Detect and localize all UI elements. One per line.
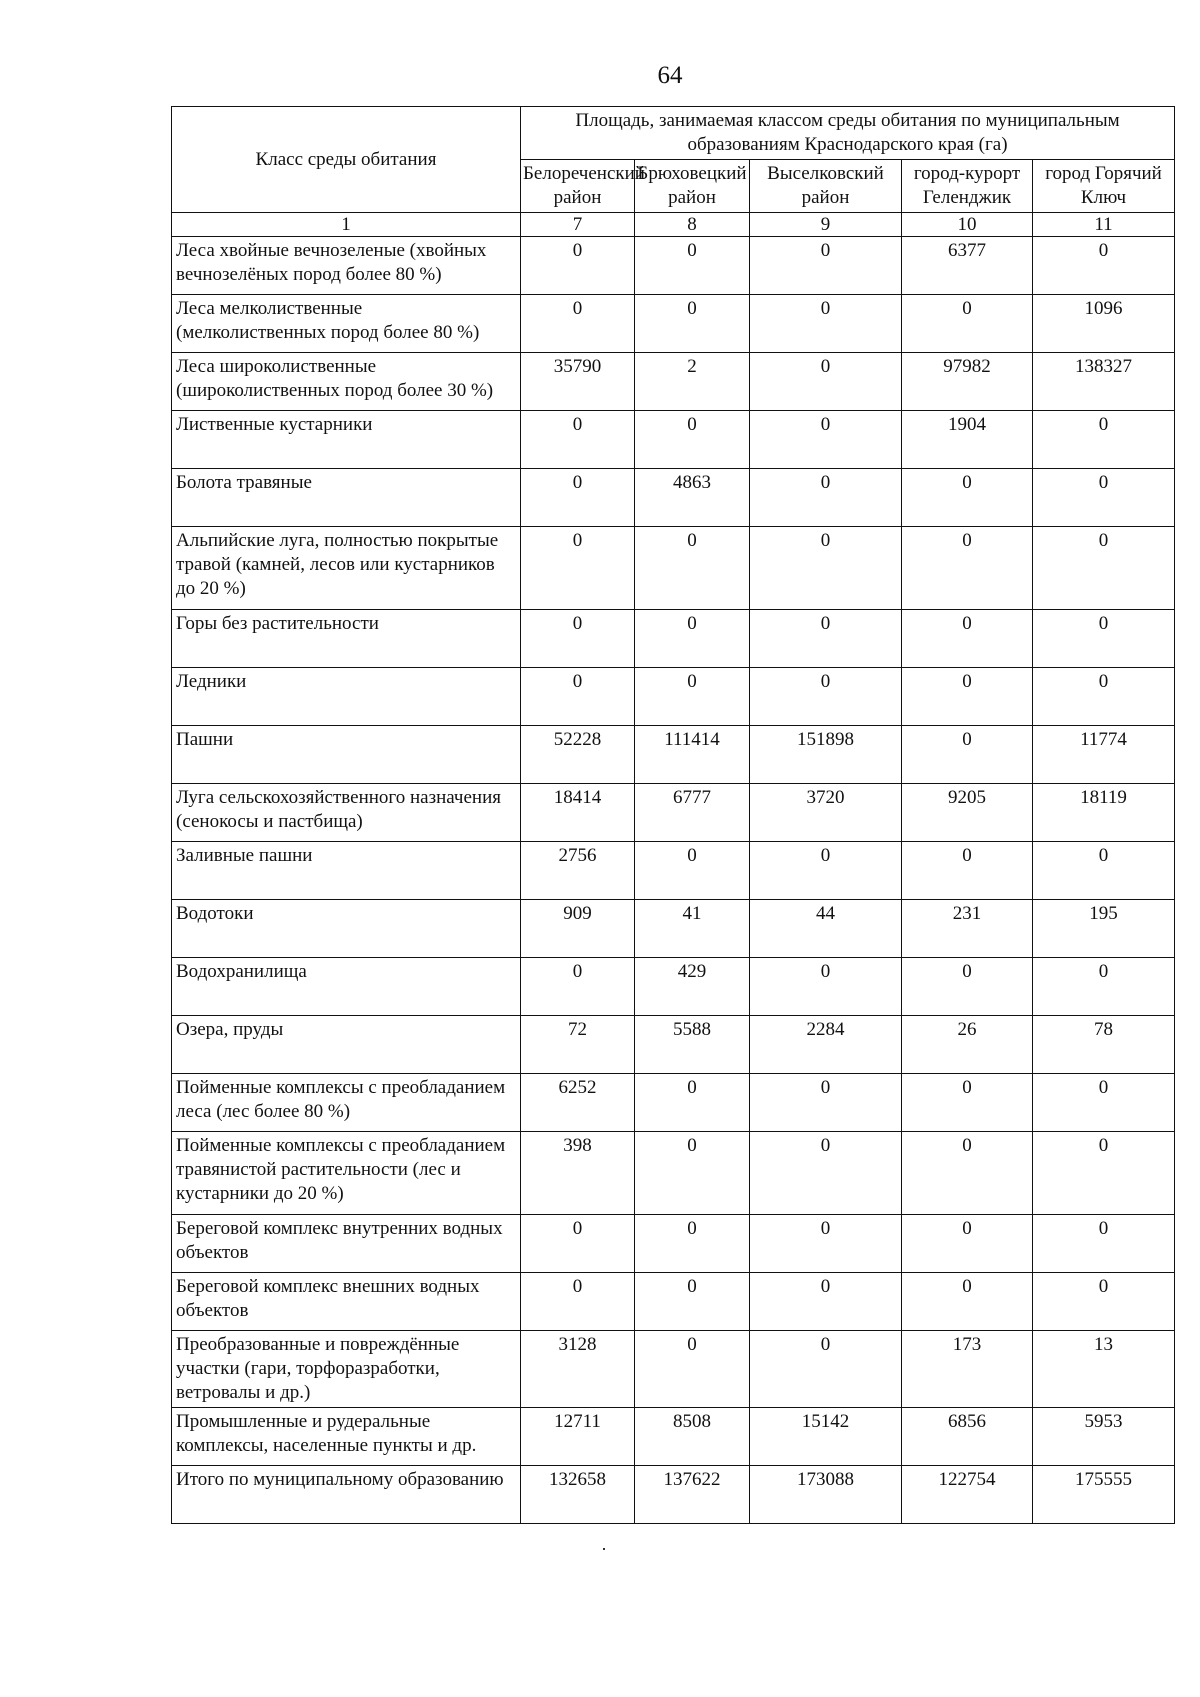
area-value-cell: 0 xyxy=(1033,237,1175,295)
area-value-cell: 0 xyxy=(521,411,635,469)
habitat-class-cell: Пашни xyxy=(172,726,521,784)
header-municipality: Выселковский район xyxy=(750,160,902,213)
habitat-class-cell: Водохранилища xyxy=(172,958,521,1016)
area-value-cell: 0 xyxy=(521,237,635,295)
area-value-cell: 9205 xyxy=(902,784,1033,842)
area-value-cell: 195 xyxy=(1033,900,1175,958)
area-value-cell: 0 xyxy=(750,353,902,411)
area-value-cell: 0 xyxy=(750,1215,902,1273)
table-row xyxy=(172,900,1175,958)
area-value-cell: 26 xyxy=(902,1016,1033,1074)
header-municipality: Брюховецкий район xyxy=(635,160,750,213)
area-value-cell: 0 xyxy=(750,610,902,668)
area-value-cell: 138327 xyxy=(1033,353,1175,411)
area-value-cell: 0 xyxy=(902,295,1033,353)
area-value-cell: 429 xyxy=(635,958,750,1016)
area-value-cell: 12711 xyxy=(521,1408,635,1466)
area-value-cell: 18119 xyxy=(1033,784,1175,842)
area-value-cell: 0 xyxy=(1033,1132,1175,1215)
table-row xyxy=(172,1466,1175,1524)
area-value-cell: 0 xyxy=(902,1074,1033,1132)
area-value-cell: 0 xyxy=(521,1273,635,1331)
habitat-class-cell: Леса мелколиственные (мелколиственных пород более 80 %) xyxy=(172,295,521,353)
area-value-cell: 0 xyxy=(750,958,902,1016)
habitat-class-cell: Береговой комплекс внешних водных объектов xyxy=(172,1273,521,1331)
area-value-cell: 0 xyxy=(902,958,1033,1016)
area-value-cell: 0 xyxy=(635,1074,750,1132)
area-value-cell: 0 xyxy=(1033,610,1175,668)
column-number: 11 xyxy=(1033,213,1175,237)
area-value-cell: 15142 xyxy=(750,1408,902,1466)
habitat-class-cell: Лиственные кустарники xyxy=(172,411,521,469)
table-row xyxy=(172,958,1175,1016)
habitat-class-cell: Береговой комплекс внутренних водных объектов xyxy=(172,1215,521,1273)
habitat-class-cell: Итого по муниципальному образованию xyxy=(172,1466,521,1524)
table-row xyxy=(172,411,1175,469)
habitat-class-cell: Болота травяные xyxy=(172,469,521,527)
area-value-cell: 909 xyxy=(521,900,635,958)
area-value-cell: 97982 xyxy=(902,353,1033,411)
area-value-cell: 0 xyxy=(902,1132,1033,1215)
area-value-cell: 78 xyxy=(1033,1016,1175,1074)
table-row xyxy=(172,353,1175,411)
habitat-class-cell: Горы без растительности xyxy=(172,610,521,668)
area-value-cell: 122754 xyxy=(902,1466,1033,1524)
area-value-cell: 0 xyxy=(1033,411,1175,469)
habitat-class-cell: Альпийские луга, полностью покрытые травой (камней, лесов или кустарников до 20 %) xyxy=(172,527,521,610)
column-number: 10 xyxy=(902,213,1033,237)
area-value-cell: 132658 xyxy=(521,1466,635,1524)
area-value-cell: 0 xyxy=(1033,958,1175,1016)
table-row xyxy=(172,1016,1175,1074)
area-value-cell: 151898 xyxy=(750,726,902,784)
area-value-cell: 3128 xyxy=(521,1331,635,1408)
table-row xyxy=(172,610,1175,668)
area-value-cell: 0 xyxy=(1033,1215,1175,1273)
area-value-cell: 52228 xyxy=(521,726,635,784)
area-value-cell: 0 xyxy=(1033,1074,1175,1132)
area-value-cell: 137622 xyxy=(635,1466,750,1524)
header-municipality: Белореченский район xyxy=(521,160,635,213)
area-value-cell: 0 xyxy=(750,668,902,726)
area-value-cell: 72 xyxy=(521,1016,635,1074)
area-value-cell: 0 xyxy=(902,469,1033,527)
table-row xyxy=(172,527,1175,610)
area-value-cell: 0 xyxy=(902,610,1033,668)
area-value-cell: 6252 xyxy=(521,1074,635,1132)
area-value-cell: 0 xyxy=(902,1273,1033,1331)
area-value-cell: 41 xyxy=(635,900,750,958)
habitat-class-cell: Заливные пашни xyxy=(172,842,521,900)
page-number: 64 xyxy=(657,62,683,89)
area-value-cell: 0 xyxy=(521,668,635,726)
habitat-class-cell: Озера, пруды xyxy=(172,1016,521,1074)
area-value-cell: 0 xyxy=(902,842,1033,900)
area-value-cell: 231 xyxy=(902,900,1033,958)
area-value-cell: 175555 xyxy=(1033,1466,1175,1524)
area-value-cell: 11774 xyxy=(1033,726,1175,784)
column-number: 1 xyxy=(172,213,521,237)
habitat-class-cell: Преобразованные и повреждённые участки (гари, торфоразработки, ветровалы и др.) xyxy=(172,1331,521,1408)
area-value-cell: 0 xyxy=(750,411,902,469)
area-value-cell: 0 xyxy=(902,1215,1033,1273)
area-value-cell: 5588 xyxy=(635,1016,750,1074)
table-row xyxy=(172,784,1175,842)
area-value-cell: 44 xyxy=(750,900,902,958)
scan-speck xyxy=(603,1548,605,1550)
area-value-cell: 0 xyxy=(1033,527,1175,610)
area-value-cell: 0 xyxy=(750,527,902,610)
habitat-class-cell: Ледники xyxy=(172,668,521,726)
area-value-cell: 0 xyxy=(750,1331,902,1408)
table-row xyxy=(172,1331,1175,1408)
habitat-class-cell: Луга сельскохозяйственного назначения (сенокосы и пастбища) xyxy=(172,784,521,842)
table-row xyxy=(172,668,1175,726)
area-value-cell: 0 xyxy=(521,1215,635,1273)
area-value-cell: 35790 xyxy=(521,353,635,411)
table-row xyxy=(172,237,1175,295)
area-value-cell: 111414 xyxy=(635,726,750,784)
area-value-cell: 0 xyxy=(635,1132,750,1215)
area-value-cell: 0 xyxy=(521,527,635,610)
table-row xyxy=(172,842,1175,900)
area-value-cell: 0 xyxy=(635,842,750,900)
area-value-cell: 0 xyxy=(521,610,635,668)
area-value-cell: 2756 xyxy=(521,842,635,900)
area-value-cell: 0 xyxy=(635,295,750,353)
area-value-cell: 0 xyxy=(902,527,1033,610)
area-value-cell: 0 xyxy=(1033,668,1175,726)
area-value-cell: 0 xyxy=(635,237,750,295)
area-value-cell: 0 xyxy=(902,668,1033,726)
area-value-cell: 0 xyxy=(902,726,1033,784)
habitat-class-cell: Водотоки xyxy=(172,900,521,958)
table-row xyxy=(172,1215,1175,1273)
area-value-cell: 2 xyxy=(635,353,750,411)
habitat-class-cell: Пойменные комплексы с преобладанием леса (лес более 80 %) xyxy=(172,1074,521,1132)
table-row xyxy=(172,1074,1175,1132)
area-value-cell: 0 xyxy=(635,1273,750,1331)
area-value-cell: 1096 xyxy=(1033,295,1175,353)
area-value-cell: 0 xyxy=(750,295,902,353)
area-value-cell: 0 xyxy=(635,610,750,668)
area-value-cell: 0 xyxy=(635,1331,750,1408)
area-value-cell: 18414 xyxy=(521,784,635,842)
area-value-cell: 0 xyxy=(750,469,902,527)
habitat-class-cell: Леса широколиственные (широколиственных пород более 30 %) xyxy=(172,353,521,411)
table-row xyxy=(172,1273,1175,1331)
area-value-cell: 0 xyxy=(750,1273,902,1331)
area-value-cell: 0 xyxy=(635,411,750,469)
area-value-cell: 6856 xyxy=(902,1408,1033,1466)
habitat-area-table xyxy=(171,106,1175,1524)
header-class: Класс среды обитания xyxy=(172,107,521,213)
habitat-class-cell: Леса хвойные вечнозеленые (хвойных вечнозелёных пород более 80 %) xyxy=(172,237,521,295)
header-municipality: город Горячий Ключ xyxy=(1033,160,1175,213)
area-value-cell: 0 xyxy=(635,1215,750,1273)
area-value-cell: 0 xyxy=(521,469,635,527)
area-value-cell: 0 xyxy=(1033,842,1175,900)
table-row xyxy=(172,469,1175,527)
area-value-cell: 0 xyxy=(635,527,750,610)
area-value-cell: 3720 xyxy=(750,784,902,842)
area-value-cell: 0 xyxy=(750,842,902,900)
column-number: 9 xyxy=(750,213,902,237)
table-row xyxy=(172,295,1175,353)
habitat-class-cell: Пойменные комплексы с преобладанием травянистой растительности (лес и кустарники до 20 %) xyxy=(172,1132,521,1215)
area-value-cell: 0 xyxy=(750,1074,902,1132)
area-value-cell: 2284 xyxy=(750,1016,902,1074)
area-value-cell: 0 xyxy=(1033,1273,1175,1331)
table-row xyxy=(172,1408,1175,1466)
area-value-cell: 173 xyxy=(902,1331,1033,1408)
area-value-cell: 0 xyxy=(750,1132,902,1215)
area-value-cell: 0 xyxy=(521,958,635,1016)
area-value-cell: 0 xyxy=(521,295,635,353)
table-row xyxy=(172,1132,1175,1215)
header-area: Площадь, занимаемая классом среды обитания по муниципальным образованиям Краснодарского края (га) xyxy=(521,107,1175,160)
area-value-cell: 0 xyxy=(750,237,902,295)
area-value-cell: 398 xyxy=(521,1132,635,1215)
area-value-cell: 0 xyxy=(1033,469,1175,527)
table-body xyxy=(172,237,1175,1524)
habitat-class-cell: Промышленные и рудеральные комплексы, населенные пункты и др. xyxy=(172,1408,521,1466)
area-value-cell: 0 xyxy=(635,668,750,726)
column-number: 7 xyxy=(521,213,635,237)
area-value-cell: 5953 xyxy=(1033,1408,1175,1466)
column-number: 8 xyxy=(635,213,750,237)
area-value-cell: 13 xyxy=(1033,1331,1175,1408)
area-value-cell: 173088 xyxy=(750,1466,902,1524)
area-value-cell: 6377 xyxy=(902,237,1033,295)
header-municipality: город-курорт Геленджик xyxy=(902,160,1033,213)
table-row xyxy=(172,726,1175,784)
area-value-cell: 4863 xyxy=(635,469,750,527)
area-value-cell: 1904 xyxy=(902,411,1033,469)
area-value-cell: 6777 xyxy=(635,784,750,842)
area-value-cell: 8508 xyxy=(635,1408,750,1466)
